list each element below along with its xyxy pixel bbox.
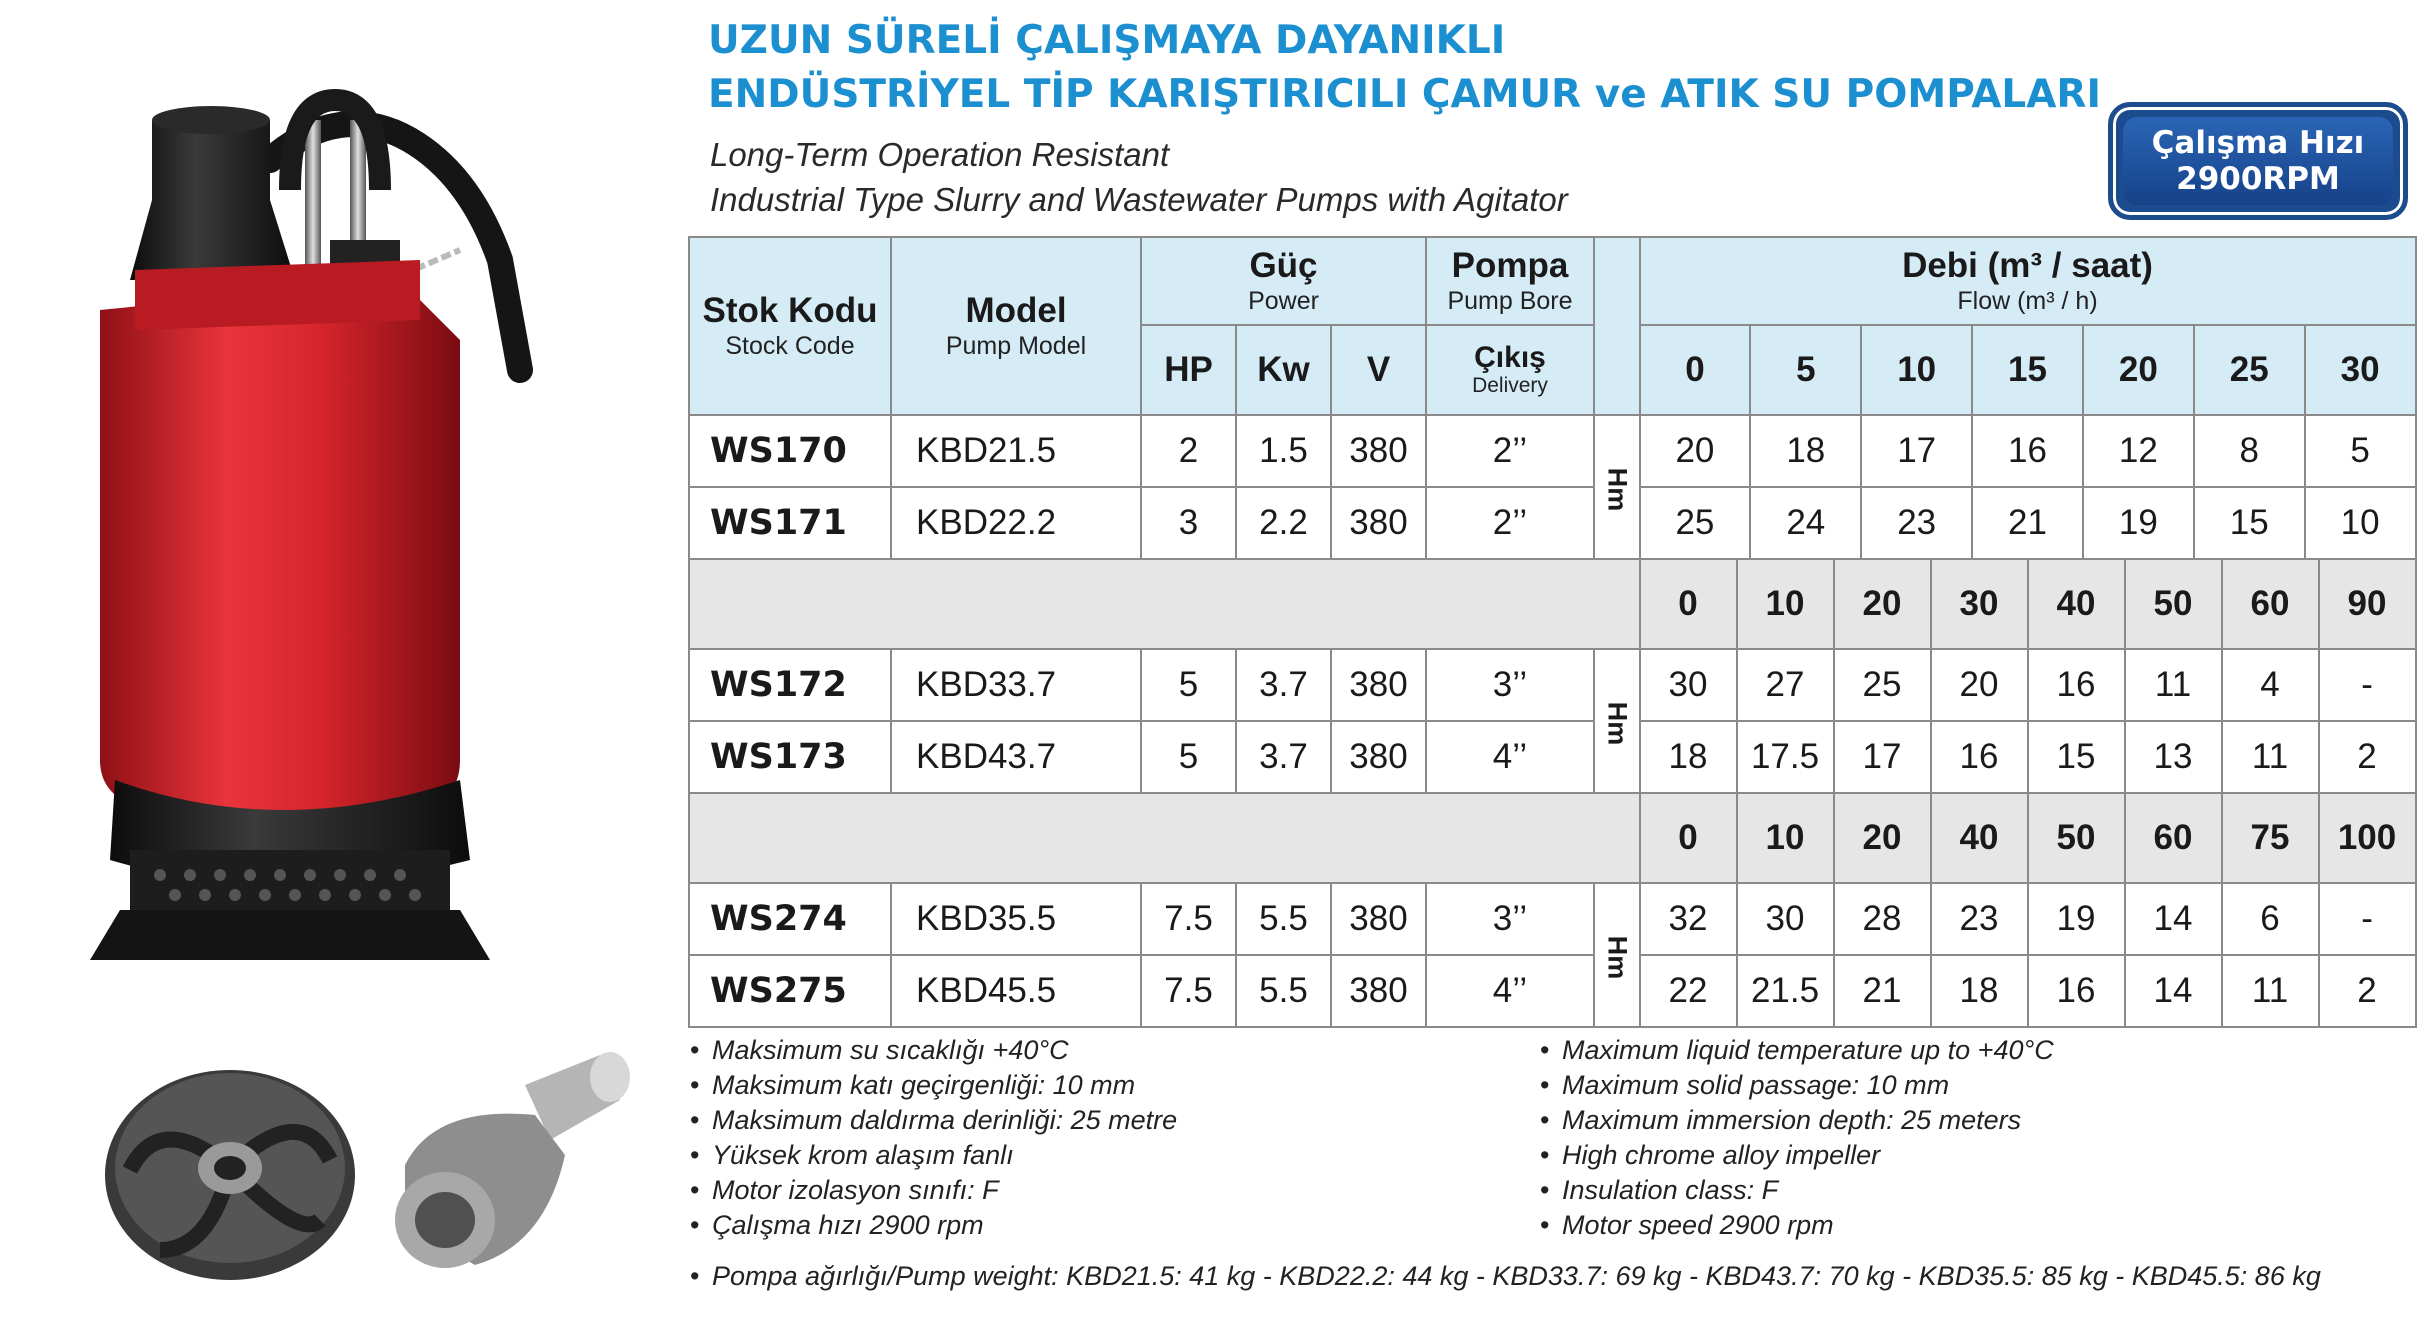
kw: 5.5 <box>1236 883 1331 955</box>
head-value: 6 <box>2223 884 2320 954</box>
note-item: • Maximum liquid temperature up to +40°C <box>1538 1033 2054 1068</box>
delivery: 2’’ <box>1426 487 1594 559</box>
voltage: 380 <box>1331 415 1426 487</box>
head-value: 16 <box>2029 650 2126 720</box>
head-value: 22 <box>1641 956 1738 1026</box>
head-value: 24 <box>1751 488 1862 558</box>
subtitle-line-2: Industrial Type Slurry and Wastewater Pumps with Agitator <box>710 181 1568 218</box>
head-value: - <box>2361 665 2373 704</box>
note-item: • Maksimum su sıcaklığı +40°C <box>688 1033 1177 1068</box>
flow-point: 30 <box>2340 350 2380 389</box>
kw: 3.7 <box>1236 721 1331 793</box>
head-value: 17 <box>1862 416 1973 486</box>
speed-badge-label: Çalışma Hızı <box>2151 125 2365 161</box>
head-value: 21.5 <box>1738 956 1835 1026</box>
model: KBD22.2 <box>891 487 1141 559</box>
stock-code: WS274 <box>689 883 891 955</box>
outlet-image <box>375 1045 635 1295</box>
table-row <box>689 883 2416 955</box>
header-pump: Pompa Pump Bore <box>1426 237 1594 325</box>
head-values <box>1640 721 2416 793</box>
note-item: • Maksimum daldırma derinliği: 25 metre <box>688 1103 1177 1138</box>
model: KBD43.7 <box>891 721 1141 793</box>
flow-point: 25 <box>2195 326 2306 414</box>
flow-point: 15 <box>1973 326 2084 414</box>
title-line-2: ENDÜSTRİYEL TİP KARIŞTIRICILI ÇAMUR ve ATIK SU POMPALARI <box>708 72 2101 117</box>
kw: 5.5 <box>1236 955 1331 1027</box>
voltage: 380 <box>1331 955 1426 1027</box>
stock-code: WS275 <box>689 955 891 1027</box>
group-spacer <box>689 793 1640 883</box>
hp: 3 <box>1141 487 1236 559</box>
table-row <box>689 721 2416 793</box>
flow-points-group-2 <box>1640 559 2416 649</box>
head-value: 16 <box>1973 416 2084 486</box>
head-value: 23 <box>1862 488 1973 558</box>
flow-point: 40 <box>2029 560 2126 648</box>
flow-point: 0 <box>1641 794 1738 882</box>
flow-point: 5 <box>1751 326 1862 414</box>
hp: 5 <box>1141 721 1236 793</box>
head-value: 11 <box>2126 650 2223 720</box>
head-values <box>1640 649 2416 721</box>
head-value: 30 <box>1641 650 1738 720</box>
head-value: 15 <box>2195 488 2306 558</box>
flow-point: 50 <box>2126 560 2223 648</box>
head-value: 11 <box>2223 956 2320 1026</box>
flow-point: 60 <box>2126 794 2223 882</box>
head-values <box>1640 415 2416 487</box>
note-item: • Motor speed 2900 rpm <box>1538 1208 2054 1243</box>
hp: 5 <box>1141 649 1236 721</box>
note-item: • Maximum solid passage: 10 mm <box>1538 1068 2054 1103</box>
note-item: • High chrome alloy impeller <box>1538 1138 2054 1173</box>
head-value: 25 <box>1641 488 1752 558</box>
head-values <box>1640 487 2416 559</box>
header-v: V <box>1331 325 1426 415</box>
head-value: 16 <box>1932 722 2029 792</box>
speed-badge-value: 2900RPM <box>2176 161 2340 197</box>
voltage: 380 <box>1331 487 1426 559</box>
header-hp: HP <box>1141 325 1236 415</box>
head-value: 20 <box>1641 416 1752 486</box>
head-value: 17.5 <box>1738 722 1835 792</box>
table-row <box>689 487 2416 559</box>
head-value: 8 <box>2195 416 2306 486</box>
flow-points-group-1 <box>1640 325 2416 415</box>
voltage: 380 <box>1331 649 1426 721</box>
hm-label: Hm <box>1594 649 1640 793</box>
head-value: 18 <box>1751 416 1862 486</box>
head-value: 4 <box>2223 650 2320 720</box>
note-item: • Insulation class: F <box>1538 1173 2054 1208</box>
stock-code: WS171 <box>689 487 891 559</box>
note-item: • Motor izolasyon sınıfı: F <box>688 1173 1177 1208</box>
notes-english <box>1538 1033 2054 1243</box>
delivery: 4’’ <box>1426 955 1594 1027</box>
header-model: Model Pump Model <box>891 237 1141 415</box>
head-value: 11 <box>2223 722 2320 792</box>
stock-code: WS173 <box>689 721 891 793</box>
header-stock-code: Stok Kodu Stock Code <box>689 237 891 415</box>
table-row <box>689 955 2416 1027</box>
head-value: 18 <box>1932 956 2029 1026</box>
delivery: 2’’ <box>1426 415 1594 487</box>
kw: 2.2 <box>1236 487 1331 559</box>
flow-point: 75 <box>2223 794 2320 882</box>
head-value: 23 <box>1932 884 2029 954</box>
note-item: • Çalışma hızı 2900 rpm <box>688 1208 1177 1243</box>
head-value: 2 <box>2357 971 2377 1010</box>
flow-point: 90 <box>2347 584 2387 623</box>
pump-weight-note: • Pompa ağırlığı/Pump weight: KBD21.5: 41 kg - KBD22.2: 44 kg - KBD33.7: 69 kg - KBD43.7: 70 kg - KBD35.5: 85 kg - KBD45.5: 86 kg <box>688 1261 2321 1292</box>
flow-point: 60 <box>2223 560 2320 648</box>
head-value: 12 <box>2084 416 2195 486</box>
head-values <box>1640 955 2416 1027</box>
hp: 7.5 <box>1141 883 1236 955</box>
header-flow: Debi (m³ / saat) Flow (m³ / h) <box>1640 237 2416 325</box>
hm-label: Hm <box>1594 883 1640 1027</box>
group-spacer <box>689 559 1640 649</box>
head-values <box>1640 883 2416 955</box>
model: KBD35.5 <box>891 883 1141 955</box>
delivery: 4’’ <box>1426 721 1594 793</box>
hm-label: Hm <box>1594 415 1640 559</box>
flow-point: 0 <box>1641 560 1738 648</box>
subtitle-line-1: Long-Term Operation Resistant <box>710 136 1170 173</box>
table-row <box>689 649 2416 721</box>
head-value: 28 <box>1835 884 1932 954</box>
flow-point: 100 <box>2337 818 2397 857</box>
head-value: 20 <box>1932 650 2029 720</box>
head-value: 14 <box>2126 884 2223 954</box>
head-value: 15 <box>2029 722 2126 792</box>
model: KBD21.5 <box>891 415 1141 487</box>
note-item: • Yüksek krom alaşım fanlı <box>688 1138 1177 1173</box>
head-value: 32 <box>1641 884 1738 954</box>
head-value: 19 <box>2029 884 2126 954</box>
flow-point: 10 <box>1862 326 1973 414</box>
flow-point: 20 <box>1835 560 1932 648</box>
flow-point: 30 <box>1932 560 2029 648</box>
note-item: • Maksimum katı geçirgenliği: 10 mm <box>688 1068 1177 1103</box>
head-value: 13 <box>2126 722 2223 792</box>
header-power: Güç Power <box>1141 237 1426 325</box>
kw: 3.7 <box>1236 649 1331 721</box>
flow-point: 40 <box>1932 794 2029 882</box>
head-value: 27 <box>1738 650 1835 720</box>
head-value: 21 <box>1835 956 1932 1026</box>
notes-turkish <box>688 1033 1177 1243</box>
flow-point: 20 <box>1835 794 1932 882</box>
delivery: 3’’ <box>1426 649 1594 721</box>
head-value: - <box>2361 899 2373 938</box>
header-spacer <box>1594 237 1640 415</box>
flow-point: 0 <box>1641 326 1752 414</box>
head-value: 21 <box>1973 488 2084 558</box>
voltage: 380 <box>1331 883 1426 955</box>
pump-image <box>90 80 690 980</box>
head-value: 19 <box>2084 488 2195 558</box>
spec-table <box>688 236 2417 1028</box>
flow-point: 10 <box>1738 560 1835 648</box>
stock-code: WS172 <box>689 649 891 721</box>
flow-points-group-3 <box>1640 793 2416 883</box>
head-value: 18 <box>1641 722 1738 792</box>
header-delivery: Çıkış Delivery <box>1426 325 1594 415</box>
kw: 1.5 <box>1236 415 1331 487</box>
model: KBD45.5 <box>891 955 1141 1027</box>
head-value: 16 <box>2029 956 2126 1026</box>
impeller-image <box>100 1050 360 1290</box>
note-item: • Maximum immersion depth: 25 meters <box>1538 1103 2054 1138</box>
header-kw: Kw <box>1236 325 1331 415</box>
title-line-1: UZUN SÜRELİ ÇALIŞMAYA DAYANIKLI <box>708 18 1506 63</box>
table-row <box>689 415 2416 487</box>
speed-badge <box>2108 102 2408 220</box>
head-value: 30 <box>1738 884 1835 954</box>
head-value: 5 <box>2350 431 2370 470</box>
head-value: 25 <box>1835 650 1932 720</box>
hp: 7.5 <box>1141 955 1236 1027</box>
hp: 2 <box>1141 415 1236 487</box>
voltage: 380 <box>1331 721 1426 793</box>
flow-point: 20 <box>2084 326 2195 414</box>
stock-code: WS170 <box>689 415 891 487</box>
head-value: 17 <box>1835 722 1932 792</box>
model: KBD33.7 <box>891 649 1141 721</box>
head-value: 10 <box>2340 503 2380 542</box>
flow-point: 50 <box>2029 794 2126 882</box>
head-value: 2 <box>2357 737 2377 776</box>
head-value: 14 <box>2126 956 2223 1026</box>
flow-point: 10 <box>1738 794 1835 882</box>
delivery: 3’’ <box>1426 883 1594 955</box>
